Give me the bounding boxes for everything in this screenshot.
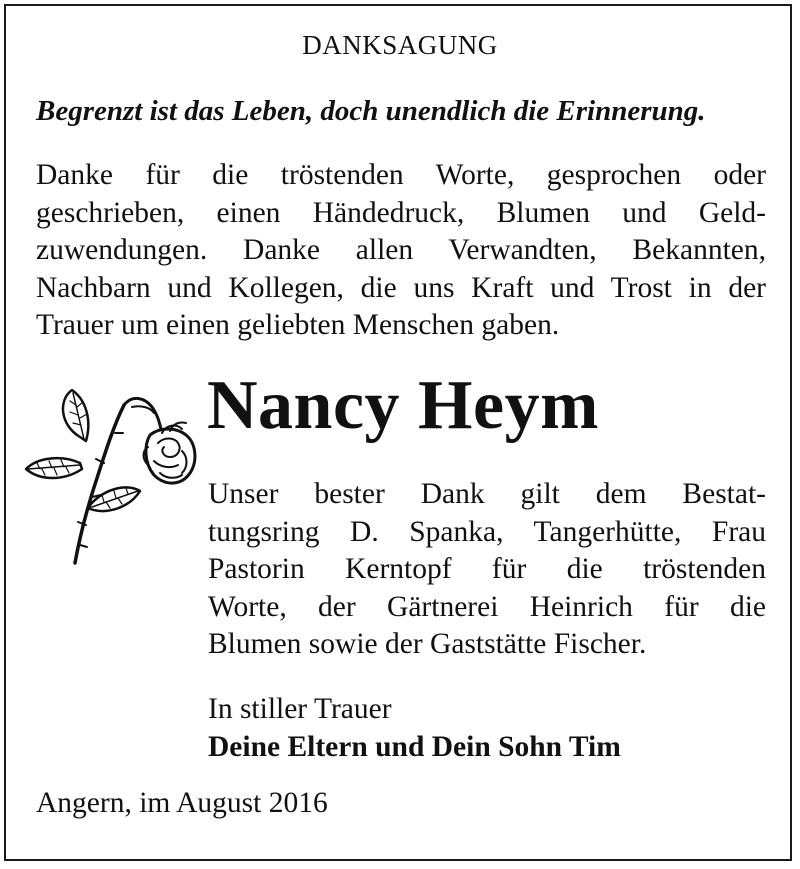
thanks-line: Trauer um einen geliebten Menschen gaben. — [36, 309, 560, 341]
credits-line: Unser bester Dank gilt dem Bestat- — [208, 478, 766, 510]
deceased-name: Nancy Heym — [207, 367, 599, 444]
notice-motto: Begrenzt ist das Leben, doch unendlich die Erinnerung. — [36, 95, 706, 127]
rose-icon — [20, 385, 210, 570]
credits-line: Blumen sowie der Gaststätte Fischer. — [208, 628, 647, 660]
notice-heading: DANKSAGUNG — [302, 30, 498, 60]
mourning-phrase: In stiller Trauer — [208, 693, 392, 725]
thanks-line: Nachbarn und Kollegen, die uns Kraft und Trost in der — [36, 271, 766, 304]
thanks-line: zuwendungen. Danke allen Verwandten, Bekannten, — [36, 234, 766, 266]
credits-paragraph — [208, 476, 766, 664]
credits-line: tungsring D. Spanka, Tangerhütte, Frau — [208, 515, 766, 548]
thanks-paragraph — [36, 157, 766, 345]
thanks-line: geschrieben, einen Händedruck, Blumen und Geld- — [36, 196, 766, 229]
credits-line: Worte, der Gärtnerei Heinrich für die — [208, 590, 766, 623]
signers: Deine Eltern und Dein Sohn Tim — [208, 731, 621, 763]
place-date: Angern, im August 2016 — [36, 787, 328, 819]
thanks-line: Danke für die tröstenden Worte, gesprochen oder — [36, 159, 766, 191]
credits-line: Pastorin Kerntopf für die tröstenden — [208, 553, 766, 585]
